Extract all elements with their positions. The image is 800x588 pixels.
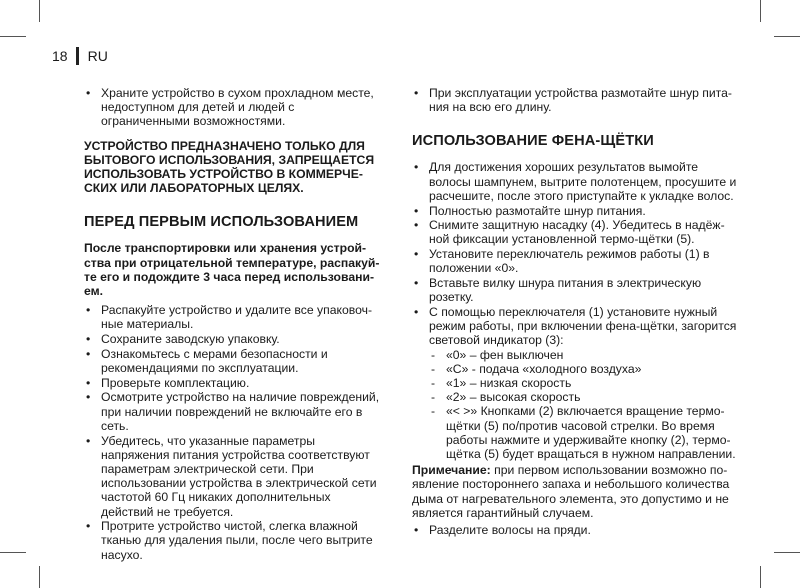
crop-mark-top-right-h	[774, 36, 800, 37]
note-label: Примечание:	[412, 463, 491, 478]
header-divider	[76, 47, 79, 65]
list-item: • Проверьте комплектацию.	[84, 376, 380, 390]
list-item: • Вставьте вилку шнура питания в электрическую розетку.	[412, 276, 738, 304]
mode-switch-step: С помощью переключателя (1) установите нужный режим работы, при включении фена-щётки, загорится световой индикатор (3):	[429, 304, 737, 348]
list-item: • Для достижения хороших результатов вымойте волосы шампунем, вытрите полотенцем, просушите и расчешите, после этого приступайте к укладке волос.	[412, 160, 738, 203]
list-item: • При эксплуатации устройства размотайте шнур питания на всю его длину.	[412, 86, 738, 114]
list-item: • Установите переключатель режимов работы (1) в положении «0».	[412, 247, 738, 275]
list-item	[412, 305, 738, 461]
note-text: при первом использовании возможно появление постороннего запаха и небольшого количества дыма от нагревательного элемента, это допустимо и не является гарантийный случаем.	[412, 463, 730, 520]
list-item: • Распакуйте устройство и удалите все упаковочные материалы.	[84, 303, 380, 331]
mode-item: - «0» – фен выключен	[429, 348, 738, 362]
list-item: • Осмотрите устройство на наличие повреждений, при наличии повреждений не включайте его в сеть.	[84, 390, 380, 433]
crop-mark-bottom-left	[39, 566, 40, 588]
intro-list	[84, 86, 380, 129]
mode-list	[429, 348, 738, 462]
crop-mark-top-right	[760, 0, 761, 22]
right-column	[412, 86, 738, 538]
list-item: • Полностью размотайте шнур питания.	[412, 204, 738, 218]
language-label: RU	[87, 48, 108, 64]
section-title-using-brush: ИСПОЛЬЗОВАНИЕ ФЕНА-ЩЁТКИ	[412, 133, 654, 150]
mode-item: - «1» – низкая скорость	[429, 376, 738, 390]
mode-item: - «2» – высокая скорость	[429, 390, 738, 404]
list-item: • Сохраните заводскую упаковку.	[84, 332, 380, 346]
page-header	[52, 46, 108, 66]
mode-item: - «С» - подача «холодного воздуха»	[429, 362, 738, 376]
crop-mark-bottom-right	[760, 566, 761, 588]
crop-mark-top-left	[39, 0, 40, 22]
final-list	[412, 523, 738, 537]
list-item: • Протрите устройство чистой, слегка влажной тканью для удаления пыли, после чего вытрите насухо.	[84, 519, 380, 562]
crop-mark-bottom-right-h	[774, 552, 800, 553]
list-item: • Убедитесь, что указанные параметры напряжения питания устройства соответствуют параметрам электрической сети. При использовании устройства в электрической сети частотой 60 Гц никаких дополнительных действий не требуется.	[84, 434, 380, 519]
left-column	[84, 86, 380, 562]
page-number: 18	[52, 48, 68, 64]
preparation-list	[84, 303, 380, 562]
section-title-before-first-use: ПЕРЕД ПЕРВЫМ ИСПОЛЬЗОВАНИЕМ	[84, 214, 359, 231]
usage-steps-list	[412, 160, 738, 461]
commercial-use-warning: УСТРОЙСТВО ПРЕДНАЗНАЧЕНО ТОЛЬКО ДЛЯ БЫТОВОГО ИСПОЛЬЗОВАНИЯ, ЗАПРЕЩАЕТСЯ ИСПОЛЬЗОВАТЬ УСТРОЙСТВО В КОММЕРЧЕСКИХ ИЛИ ЛАБОРАТОРНЫХ ЦЕЛЯХ.	[84, 138, 375, 196]
list-item: • Храните устройство в сухом прохладном месте, недоступном для детей и людей с ограниченными возможностями.	[84, 86, 380, 129]
list-item: • Разделите волосы на пряди.	[412, 523, 738, 537]
storage-temperature-notice: После транспортировки или хранения устройства при отрицательной температуре, распакуйте его и подождите 3 часа перед использованием.	[84, 241, 380, 299]
mode-item: - «< >» Кнопками (2) включается вращение термо-щётки (5) по/против часовой стрелки. Во время работы нажмите и удерживайте кнопку (2), термо-щётка (5) будет вращаться в нужном направлении.	[429, 404, 738, 461]
cord-list	[412, 86, 738, 114]
note-paragraph	[412, 463, 738, 520]
list-item: • Ознакомьтесь с мерами безопасности и рекомендациями по эксплуатации.	[84, 347, 380, 375]
crop-mark-bottom-left-h	[0, 552, 26, 553]
list-item: • Снимите защитную насадку (4). Убедитесь в надёжной фиксации установленной термо-щётки (5).	[412, 218, 738, 246]
crop-mark-top-left-h	[0, 36, 26, 37]
